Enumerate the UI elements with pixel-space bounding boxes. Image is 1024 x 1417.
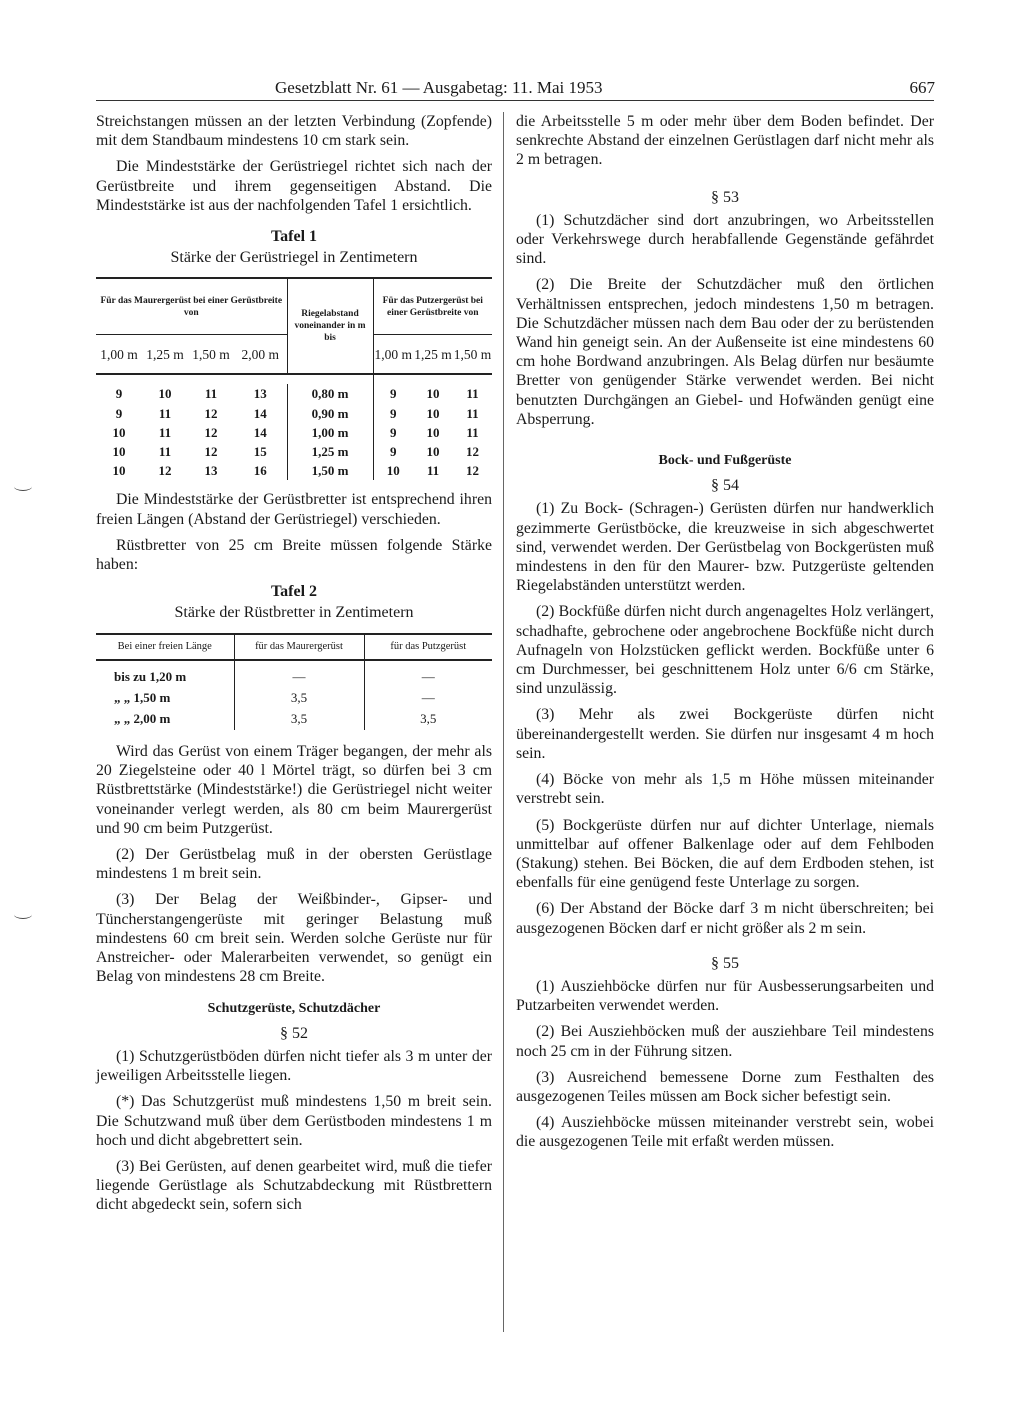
paragraph: (2) Bockfüße dürfen nicht durch angenageltes Holz verlängert, schadhafte, gebrochene oder angebrochene Bockfüße nicht durch Aufnageln von Holzstücken geflickt werden. Bockfüße unter 6 cm Durchmesser, bei geschnittenem Holz unter 6/6 cm Stärke, sind unzulässig.: [516, 603, 934, 698]
width-header: 1,00 m: [373, 334, 413, 374]
table-subtitle: Stärke der Rüstbretter in Zentimetern: [174, 604, 414, 622]
cell: 16: [234, 461, 287, 480]
cell: 9: [115, 386, 123, 402]
cell: 10: [158, 386, 172, 402]
cell: 10: [426, 386, 440, 402]
paragraph: (3) Mehr als zwei Bockgerüste dürfen nicht übereinandergestellt werden. Sie dürfen nur insgesamt 4 m hoch sein.: [516, 706, 934, 762]
paragraph: (1) Schutzgerüstböden dürfen nicht tiefer als 3 m unter der jeweiligen Arbeitsstelle liegen.: [96, 1047, 492, 1085]
cell: 11: [466, 424, 479, 440]
cell: 1,25 m: [287, 442, 373, 461]
paragraph: (6) Der Abstand der Böcke darf 3 m nicht überschreiten; bei ausgezogenen Böcken darf er nicht größer als 2 m sein.: [516, 900, 934, 937]
cell: 1,00 m: [287, 423, 373, 442]
header-putzer: Für das Putzergerüst bei einer Gerüstbreite von: [373, 278, 492, 334]
header-maurer: Für das Maurergerüst bei einer Gerüstbreite von: [96, 278, 287, 334]
header-cell: Bei einer freien Länge: [96, 634, 234, 660]
cell: bis zu 1,20 m: [96, 666, 234, 687]
width-header: 1,50 m: [453, 334, 492, 374]
cell: 12: [204, 444, 218, 460]
cell: 11: [204, 386, 218, 402]
cell: 1,50 m: [287, 461, 373, 480]
cell: 0,80 m: [287, 384, 373, 403]
left-column: [96, 112, 492, 1222]
column-divider: [503, 112, 504, 1332]
cell: 9: [390, 405, 397, 421]
cell: 14: [234, 423, 287, 442]
cell: 9: [115, 405, 123, 421]
paragraph: (3) Bei Gerüsten, auf denen gearbeitet wird, muß die tiefer liegende Gerüstlage als Schutzabdeckung mit Rüstbrettern dicht abgedeckt sein, sofern sich: [96, 1157, 492, 1214]
cell: 9: [390, 386, 397, 402]
paragraph-number: § 55: [711, 954, 739, 972]
paragraph-number: § 53: [711, 188, 739, 206]
margin-mark: [14, 482, 32, 491]
paragraph: (*) Das Schutzgerüst muß mindestens 1,50 m breit sein. Die Schutzwand muß über dem Gerüstboden mindestens 1 m hoch und dicht abgebrettert sein.: [96, 1093, 492, 1149]
right-column: [516, 112, 934, 1159]
cell: „ „ 1,50 m: [96, 687, 234, 708]
cell: 10: [426, 405, 440, 421]
paragraph: (2) Bei Ausziehböcken muß der ausziehbare Teil mindestens noch 25 cm in der Führung sitzen.: [516, 1023, 934, 1060]
cell: 15: [234, 442, 287, 461]
cell: 14: [234, 404, 287, 423]
table-row: [96, 442, 492, 461]
cell: 13: [204, 463, 218, 479]
cell: 11: [158, 444, 172, 460]
cell: 3,5: [234, 687, 364, 708]
header-title: Gesetzblatt Nr. 61 — Ausgabetag: 11. Mai 1953: [275, 78, 603, 97]
paragraph: (2) Die Breite der Schutzdächer muß den örtlichen Verhältnissen entsprechen, jedoch mindestens 1,50 m betragen. Die Schutzdächer müssen nach dem Bau oder der zu berüstenden Wand hin geneigt sein. An der Außenseite ist eine mindestens 60 cm hohe Bordwand anzubringen. Als Belag dürfen nur besäumte Bretter von genügender Stärke verwendet werden. Bei nicht benutzten Durchgängen an Giebel- und Hofwänden genügt eine Absperrung.: [516, 276, 934, 428]
paragraph: (5) Bockgerüste dürfen nur auf dichter Unterlage, niemals unmittelbar auf offener Balkenlage oder auf dem Fehlboden (Stakung) stehen. Bei Böcken, die auf dem Erdboden stehen, ist ebenfalls für eine genügend feste Unterlage zu sorgen.: [516, 816, 934, 892]
paragraph: (2) Der Gerüstbelag muß in der obersten Gerüstlage mindestens 1 m breit sein.: [96, 846, 492, 883]
cell: 10: [112, 424, 126, 440]
table-row: [96, 708, 492, 730]
cell: 11: [466, 405, 479, 421]
cell: 10: [426, 444, 440, 460]
paragraph-number: § 52: [280, 1024, 308, 1042]
cell: 11: [426, 463, 440, 479]
table-row: [96, 461, 492, 480]
paragraph: (1) Zu Bock- (Schragen-) Gerüsten dürfen nur handwerklich gezimmerte Gerüstböcke, die kreuzweise in sich abgeschwertet sind, verwendet werden. Der Gerüstbelag von Bockgerüsten muß mindestens in den für den Maurer- bzw. Putzgerüste geltenden Riegelabständen unterstützt werden.: [516, 500, 934, 595]
table-subtitle: Stärke der Gerüstriegel in Zentimetern: [170, 249, 418, 267]
paragraph: Die Mindeststärke der Gerüstbretter ist entsprechend ihren freien Längen (Abstand der Gerüstriegel) verschieden.: [96, 491, 492, 528]
tafel-2-table: [96, 633, 492, 730]
page-header: [275, 78, 935, 102]
margin-mark: [14, 910, 32, 919]
paragraph: (1) Schutzdächer sind dort anzubringen, wo Arbeitsstellen oder Verkehrswege durch herabfallende Gegenstände gefährdet sind.: [516, 211, 934, 268]
width-header: 1,25 m: [413, 334, 453, 374]
paragraph: (4) Ausziehböcke müssen miteinander verstrebt sein, wobei die ausgezogenen Teile mit erfaßt werden müssen.: [516, 1114, 934, 1151]
cell: 10: [386, 463, 400, 479]
header-rule: [96, 100, 934, 101]
cell: 10: [426, 424, 440, 440]
cell: „ „ 2,00 m: [96, 708, 234, 730]
cell: 11: [158, 424, 172, 440]
cell: —: [234, 666, 364, 687]
paragraph: Streichstangen müssen an der letzten Verbindung (Zopfende) mit dem Standbaum mindestens 10 cm stark sein.: [96, 113, 492, 150]
paragraph: Die Mindeststärke der Gerüstriegel richtet sich nach der Gerüstbreite und ihrem gegenseitigen Abstand. Die Mindeststärke ist aus der nachfolgenden Tafel 1 ersichtlich.: [96, 158, 492, 214]
paragraph: die Arbeitsstelle 5 m oder mehr über dem Boden befindet. Der senkrechte Abstand der einzelnen Gerüstlagen darf nicht mehr als 2 m betragen.: [516, 113, 934, 169]
paragraph: Wird das Gerüst von einem Träger begangen, der mehr als 20 Ziegelsteine oder 40 l Mörtel trägt, so dürfen bei 3 cm Rüstbrettstärke (Mindeststärke!) die Gerüstriegel nicht weiter voneinander verlegt werden, als 80 cm beim Maurergerüst und 90 cm beim Putzgerüst.: [96, 743, 492, 837]
header-cell: für das Maurergerüst: [234, 634, 364, 660]
paragraph: (3) Der Belag der Weißbinder-, Gipser- und Tüncherstangengerüste mit geringer Belastung muß mindestens 60 cm breit sein. Werden solche Gerüste nur für Anstreicher- oder Malerarbeiten verwendet, so genügt ein Belag von mindestens 28 cm Breite.: [96, 891, 492, 986]
paragraph: (1) Ausziehböcke dürfen nur für Ausbesserungsarbeiten und Putzarbeiten verwendet werden.: [516, 977, 934, 1015]
cell: 11: [158, 405, 172, 421]
tafel-1-table: [96, 277, 492, 480]
paragraph-number: § 54: [711, 477, 739, 495]
table-row: [96, 404, 492, 423]
paragraph: (3) Ausreichend bemessene Dorne zum Festhalten des ausgezogenen Teiles müssen am Bock sicher befestigt sein.: [516, 1068, 934, 1105]
cell: 10: [112, 463, 126, 479]
cell: 12: [204, 424, 218, 440]
cell: 3,5: [420, 711, 437, 727]
width-header: 1,00 m: [96, 334, 142, 374]
cell: 9: [390, 444, 397, 460]
cell: —: [421, 689, 435, 705]
paragraph: (4) Böcke von mehr als 1,5 m Höhe müssen miteinander verstrebt sein.: [516, 771, 934, 808]
section-heading: Schutzgerüste, Schutzdächer: [207, 1000, 381, 1016]
table-title: Tafel 2: [270, 583, 318, 601]
table-row: [96, 666, 492, 687]
cell: 12: [158, 463, 172, 479]
cell: 9: [390, 424, 397, 440]
page-number: 667: [909, 78, 935, 97]
table-row: [96, 423, 492, 442]
width-header: 1,50 m: [188, 334, 234, 374]
cell: 13: [234, 384, 287, 403]
table-title: Tafel 1: [270, 228, 318, 246]
cell: 12: [466, 444, 479, 460]
cell: —: [421, 668, 435, 684]
table-row: [96, 687, 492, 708]
cell: 3,5: [234, 708, 364, 730]
table-row: [96, 384, 492, 403]
header-riegelabstand: Riegelabstand voneinander in m bis: [287, 278, 373, 374]
cell: 12: [204, 405, 218, 421]
cell: 11: [466, 386, 479, 402]
cell: 0,90 m: [287, 404, 373, 423]
paragraph: Rüstbretter von 25 cm Breite müssen folgende Stärke haben:: [96, 536, 492, 574]
header-cell: für das Putzgerüst: [364, 634, 492, 660]
width-header: 2,00 m: [234, 334, 287, 374]
width-header: 1,25 m: [142, 334, 188, 374]
cell: 12: [466, 463, 479, 479]
section-heading: Bock- und Fußgerüste: [658, 453, 792, 469]
cell: 10: [112, 444, 126, 460]
